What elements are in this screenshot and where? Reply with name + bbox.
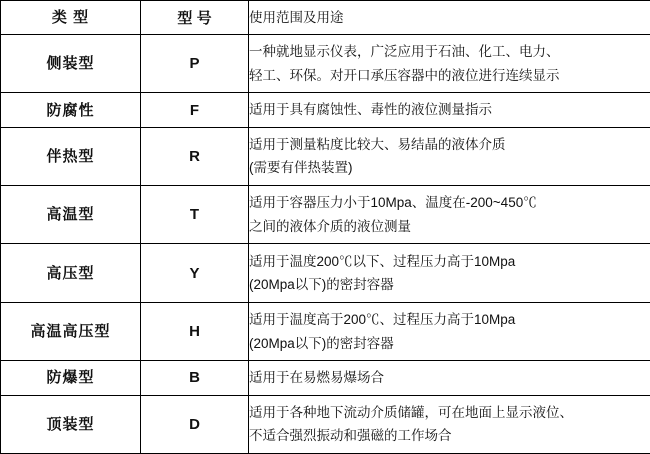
description-line: (20Mpa以下)的密封容器 bbox=[249, 335, 394, 351]
cell-type: 侧装型 bbox=[1, 35, 141, 93]
cell-type: 防爆型 bbox=[1, 361, 141, 395]
table-head bbox=[1, 1, 650, 35]
cell-model: D bbox=[141, 395, 249, 454]
table-row bbox=[1, 186, 650, 244]
table-row bbox=[1, 127, 650, 185]
cell-model: B bbox=[141, 361, 249, 395]
cell-description bbox=[249, 127, 650, 185]
description-line: 适用于容器压力小于10Mpa、温度在-200~450℃ bbox=[249, 195, 537, 211]
description-line: 适用于具有腐蚀性、毒性的液位测量指示 bbox=[249, 102, 492, 118]
cell-type: 防腐性 bbox=[1, 93, 141, 127]
cell-description bbox=[249, 35, 650, 93]
table-row bbox=[1, 35, 650, 93]
table-body bbox=[1, 35, 650, 454]
cell-type: 高温型 bbox=[1, 186, 141, 244]
description-line: 适用于温度200℃以下、过程压力高于10Mpa bbox=[249, 253, 516, 269]
description-line: 一种就地显示仪表，广泛应用于石油、化工、电力、 bbox=[249, 44, 560, 60]
description-line: 适用于各种地下流动介质储罐，可在地面上显示液位、 bbox=[249, 404, 573, 420]
cell-description bbox=[249, 361, 650, 395]
description-line: 适用于测量粘度比较大、易结晶的液体介质 bbox=[249, 136, 506, 152]
cell-description bbox=[249, 93, 650, 127]
cell-type: 高温高压型 bbox=[1, 302, 141, 360]
cell-model: Y bbox=[141, 244, 249, 302]
column-header-desc: 使用范围及用途 bbox=[249, 1, 650, 35]
column-header-model: 型 号 bbox=[141, 1, 249, 35]
description-line: 适用于在易燃易爆场合 bbox=[249, 370, 384, 386]
description-line: 之间的液体介质的液位测量 bbox=[249, 218, 411, 234]
cell-description bbox=[249, 186, 650, 244]
description-line: (需要有伴热装置) bbox=[249, 160, 353, 176]
table-row bbox=[1, 93, 650, 127]
table-header-row bbox=[1, 1, 650, 35]
cell-model: F bbox=[141, 93, 249, 127]
cell-type: 顶装型 bbox=[1, 395, 141, 454]
description-line: 不适合强烈振动和强磁的工作场合 bbox=[249, 428, 452, 444]
cell-model: H bbox=[141, 302, 249, 360]
table-row bbox=[1, 302, 650, 360]
cell-model: T bbox=[141, 186, 249, 244]
cell-description bbox=[249, 244, 650, 302]
description-line: 适用于温度高于200℃、过程压力高于10Mpa bbox=[249, 311, 516, 327]
table-row bbox=[1, 361, 650, 395]
description-line: (20Mpa以下)的密封容器 bbox=[249, 277, 394, 293]
cell-model: P bbox=[141, 35, 249, 93]
column-header-type: 类 型 bbox=[1, 1, 141, 35]
cell-description bbox=[249, 302, 650, 360]
cell-model: R bbox=[141, 127, 249, 185]
cell-description bbox=[249, 395, 650, 454]
cell-type: 高压型 bbox=[1, 244, 141, 302]
table-row bbox=[1, 244, 650, 302]
table-row bbox=[1, 395, 650, 454]
description-line: 轻工、环保。对开口承压容器中的液位进行连续显示 bbox=[249, 67, 560, 83]
cell-type: 伴热型 bbox=[1, 127, 141, 185]
